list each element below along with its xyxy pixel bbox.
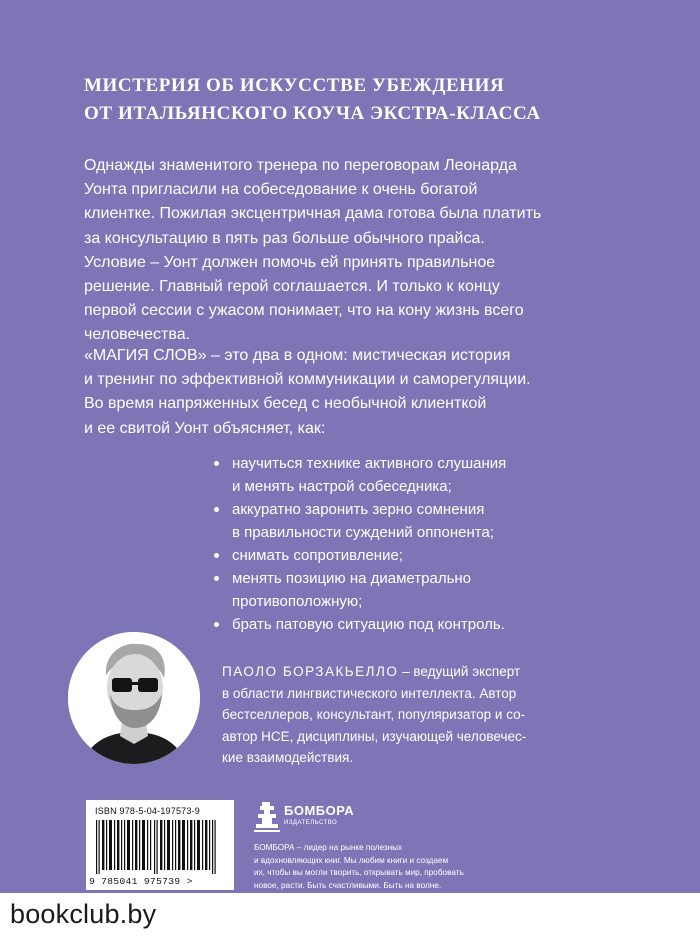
publisher-line: новое, расти. Быть счастливыми. Быть на волне. [254,880,442,890]
bio-line: в области лингвистического интеллекта. Автор [222,685,517,701]
intro-line: первой сессии с ужасом понимает, что на кону жизнь всего [84,302,524,320]
bio-text: – ведущий эксперт [398,664,521,679]
intro-paragraph [84,154,624,348]
publisher-name: БОМБОРА [284,803,355,818]
watermark-text: bookclub.by [10,899,157,929]
list-item [214,452,614,498]
paragraph-line: и тренинг по эффективной коммуникации и саморегуляции. [84,371,531,389]
author-photo-icon [68,632,200,764]
paragraph-line: и ее свитой Уонт объясняет, как: [84,419,326,437]
bullet-dot-icon [214,507,219,512]
publisher-line: их, чтобы вы могли творить, открывать мир, пробовать [254,868,464,878]
bullet-dot-icon [214,622,219,627]
intro-line: за консультацию в пять раз больше обычного прайса. [84,229,485,247]
publisher-description [254,842,524,892]
intro-line: Условие – Уонт должен помочь ей принять правильное [84,253,496,271]
list-item-text: в правильности суждений оппонента; [232,524,494,541]
bullet-dot-icon [214,576,219,581]
isbn-number: ISBN 978-5-04-197573-9 [95,806,200,816]
list-item-text: научиться технике активного слушания [232,455,507,472]
author-name: ПАОЛО БОРЗАКЬЕЛЛО [222,664,399,679]
list-item-text: менять позицию на диаметрально [232,570,472,587]
bullet-dot-icon [214,461,219,466]
barcode-digits: 9 785041 975739 > [89,876,193,887]
intro-line: клиентке. Пожилая эксцентричная дама готова была платить [84,205,542,223]
bullet-dot-icon [214,553,219,558]
bio-line: бестселлеров, консультант, популяризатор и со- [222,707,526,722]
list-item [214,498,614,544]
watermark-bar [0,893,700,939]
publisher-line: БОМБОРА – лидер на рынке полезных [254,843,403,852]
publisher-subtitle: ИЗДАТЕЛЬСТВО [284,820,338,826]
skills-list [214,452,614,636]
author-bio [222,661,642,769]
bio-line: автор НСЕ, дисциплины, изучающей человечес- [222,728,527,744]
paragraph-line: «МАГИЯ СЛОВ» – это два в одном: мистическая история [84,347,511,364]
bio-line: кие взаимодействия. [222,750,354,765]
list-item [214,567,614,613]
list-item [214,613,614,636]
paragraph-line: Во время напряженных бесед с необычной клиенткой [84,395,487,413]
intro-line: Однажды знаменитого тренера по переговорам Леонарда [84,157,517,174]
barcode-icon [94,820,226,874]
publisher-line: и вдохновляющих книг. Мы любим книги и создаем [254,855,449,865]
headline [84,72,644,128]
headline-line-2: ОТ ИТАЛЬЯНСКОГО КОУЧА ЭКСТРА-КЛАССА [84,103,541,124]
intro-line: человечества. [84,326,191,344]
intro-line: Уонта пригласили на собеседование к очень богатой [84,181,478,199]
author-portrait [68,632,200,764]
list-item-text: снимать сопротивление; [232,547,403,564]
headline-line-1: МИСТЕРИЯ ОБ ИСКУССТВЕ УБЕЖДЕНИЯ [84,75,505,96]
list-item-text: брать патовую ситуацию под контроль. [232,616,505,633]
list-item-text: и менять настрой собеседника; [232,478,452,495]
intro-line: решение. Главный герой соглашается. И только к концу [84,278,500,296]
barcode-panel [86,800,234,890]
list-item-text: противоположную; [232,593,363,610]
list-item-text: аккуратно заронить зерно сомнения [232,501,485,518]
second-paragraph [84,344,624,441]
list-item [214,544,614,567]
